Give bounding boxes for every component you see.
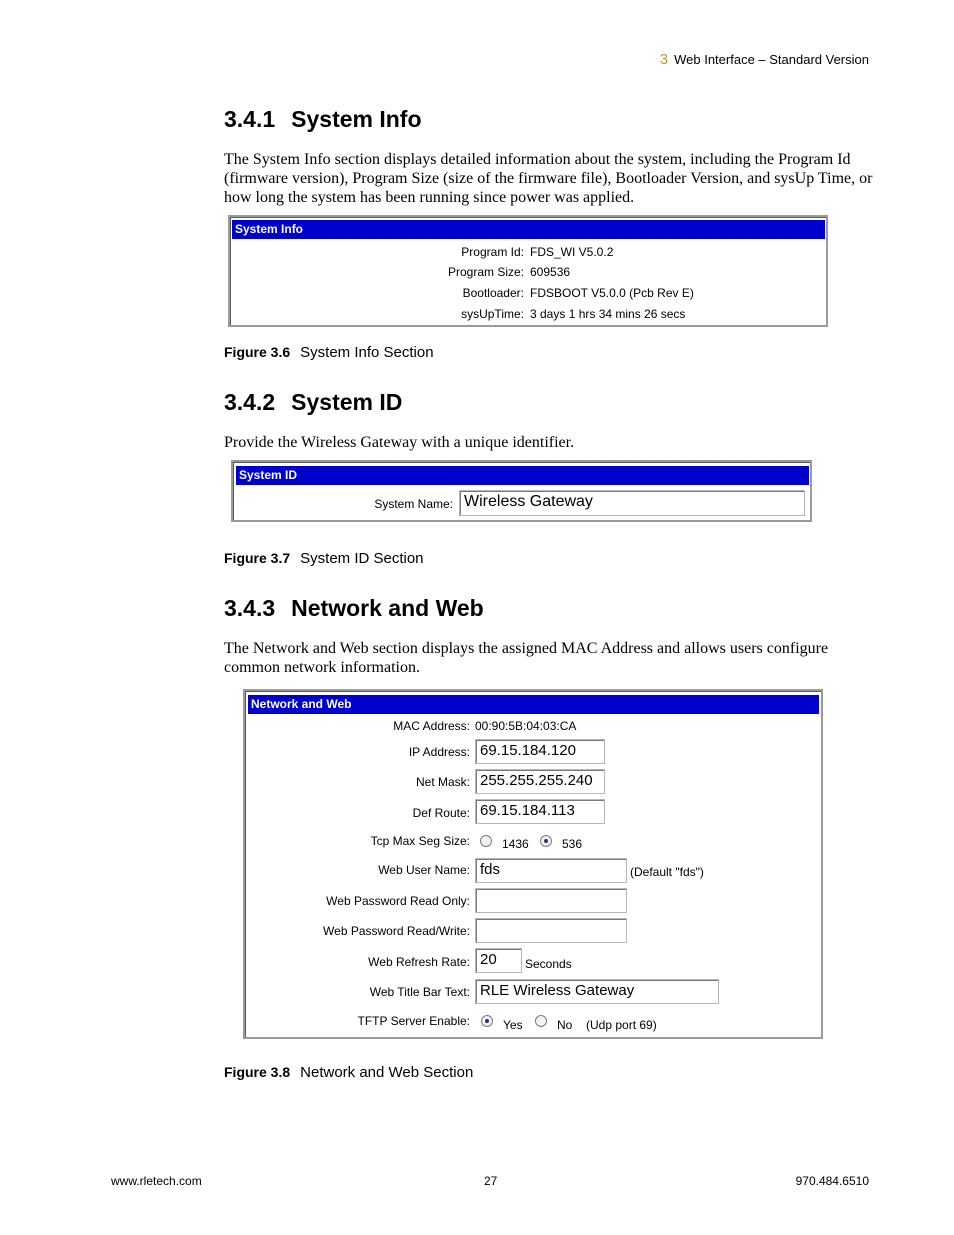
figure-label: Figure 3.6 xyxy=(224,344,291,360)
web-password-rw-input[interactable] xyxy=(475,918,627,943)
chapter-title: Web Interface – Standard Version xyxy=(674,52,869,67)
section-heading-network-web xyxy=(224,595,484,622)
web-refresh-rate-input[interactable]: 20 xyxy=(475,948,522,973)
section-number: 3.4.2 xyxy=(224,389,276,415)
section-title: Network and Web xyxy=(291,595,484,621)
running-header xyxy=(660,51,869,68)
tftp-hint: (Udp port 69) xyxy=(586,1018,657,1032)
tftp-yes-radio[interactable] xyxy=(481,1015,493,1027)
panel-title-bar: System Info xyxy=(232,220,825,239)
tftp-no-label: No xyxy=(557,1018,573,1032)
def-route-input[interactable]: 69.15.184.113 xyxy=(475,799,605,824)
figure-caption xyxy=(224,344,434,361)
net-mask-input[interactable]: 255.255.255.240 xyxy=(475,769,605,794)
section-body: The Network and Web section displays the assigned MAC Address and allows users configure common network information. xyxy=(224,640,829,676)
figure-caption xyxy=(224,1064,473,1081)
tcp-536-label: 536 xyxy=(562,837,583,851)
footer-page-number: 27 xyxy=(484,1174,498,1188)
bootloader-value: FDSBOOT V5.0.0 (Pcb Rev E) xyxy=(530,286,694,300)
web-user-name-label: Web User Name: xyxy=(378,863,470,877)
footer-website: www.rletech.com xyxy=(111,1174,202,1188)
ip-address-input[interactable]: 69.15.184.120 xyxy=(475,739,605,764)
web-user-name-input[interactable]: fds xyxy=(475,858,627,883)
web-password-read-input[interactable] xyxy=(475,888,627,913)
ip-address-label: IP Address: xyxy=(408,745,470,759)
section-body: Provide the Wireless Gateway with a unique identifier. xyxy=(224,434,575,451)
system-name-input[interactable]: Wireless Gateway xyxy=(459,490,805,516)
figure-caption-text: System ID Section xyxy=(300,550,424,567)
program-id-label: Program Id: xyxy=(461,245,524,259)
section-body: The System Info section displays detailed information about the system, including the Program Id (firmware version), Program Size (size of the firmware file), Bootloader Version, and sysUp Time, or how long the system has been running since power was applied. xyxy=(224,151,873,206)
program-size-label: Program Size: xyxy=(447,265,524,279)
web-refresh-rate-unit: Seconds xyxy=(525,957,572,971)
section-number: 3.4.1 xyxy=(224,106,276,132)
mac-address-label: MAC Address: xyxy=(393,719,470,733)
def-route-label: Def Route: xyxy=(412,806,470,820)
panel-title-bar: System ID xyxy=(236,466,809,485)
section-heading-system-info xyxy=(224,106,422,133)
web-password-read-label: Web Password Read Only: xyxy=(326,894,470,908)
section-heading-system-id xyxy=(224,389,402,416)
network-web-panel xyxy=(243,689,823,1039)
bootloader-label: Bootloader: xyxy=(462,286,524,300)
tftp-no-radio[interactable] xyxy=(535,1015,547,1027)
figure-label: Figure 3.8 xyxy=(224,1064,291,1080)
tcp-536-radio[interactable] xyxy=(540,835,552,847)
figure-caption xyxy=(224,550,424,567)
sysuptime-value: 3 days 1 hrs 34 mins 26 secs xyxy=(530,307,686,321)
section-title: System Info xyxy=(291,106,422,132)
chapter-number: 3 xyxy=(659,51,669,68)
figure-label: Figure 3.7 xyxy=(224,550,291,566)
section-number: 3.4.3 xyxy=(224,595,276,621)
figure-caption-text: Network and Web Section xyxy=(300,1064,474,1081)
web-refresh-rate-label: Web Refresh Rate: xyxy=(368,955,470,969)
web-title-bar-input[interactable]: RLE Wireless Gateway xyxy=(475,979,719,1004)
web-title-bar-label: Web Title Bar Text: xyxy=(369,985,470,999)
web-password-rw-label: Web Password Read/Write: xyxy=(323,924,470,938)
figure-caption-text: System Info Section xyxy=(300,344,434,361)
tcp-1436-label: 1436 xyxy=(502,837,529,851)
footer-phone: 970.484.6510 xyxy=(795,1174,869,1188)
sysuptime-label: sysUpTime: xyxy=(461,307,524,321)
program-size-value: 609536 xyxy=(530,265,571,279)
tcp-max-seg-label: Tcp Max Seg Size: xyxy=(370,834,470,848)
web-user-name-hint: (Default "fds") xyxy=(630,865,704,879)
section-title: System ID xyxy=(291,389,403,415)
system-info-panel xyxy=(228,215,828,327)
tftp-enable-label: TFTP Server Enable: xyxy=(357,1014,470,1028)
panel-title-bar: Network and Web xyxy=(248,695,819,714)
system-name-label: System Name: xyxy=(374,497,453,511)
net-mask-label: Net Mask: xyxy=(415,775,470,789)
tftp-yes-label: Yes xyxy=(503,1018,523,1032)
mac-address-value: 00:90:5B:04:03:CA xyxy=(475,719,577,733)
tcp-1436-radio[interactable] xyxy=(480,835,492,847)
program-id-value: FDS_WI V5.0.2 xyxy=(530,245,614,259)
system-id-panel xyxy=(231,460,812,522)
